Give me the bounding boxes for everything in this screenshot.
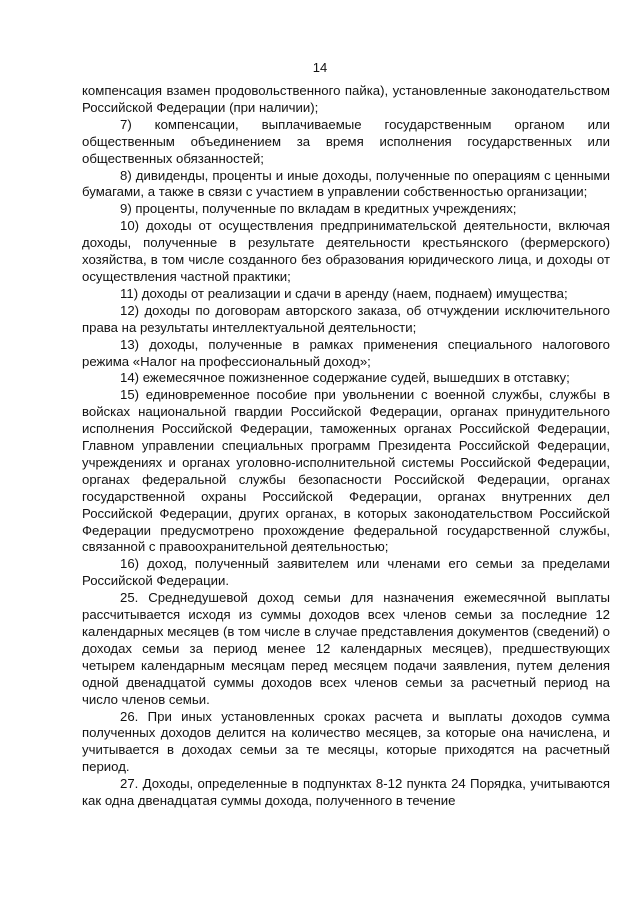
paragraph-item-9: 9) проценты, полученные по вкладам в кредитных учреждениях;	[120, 201, 517, 217]
paragraph-clause-25: 25. Среднедушевой доход семьи для назначения ежемесячной выплаты рассчитывается исходя из суммы доходов всех членов семьи за последние 12 календарных месяцев (в том числе в случае представления документов (сведений) о доходах семьи за период менее 12 календарных месяцев), предшествующих четырем календарным месяцам перед месяцем подачи заявления, путем деления одной двенадцатой суммы доходов всех членов семьи за расчетный период на число членов семьи.	[82, 590, 610, 707]
paragraph-item-14: 14) ежемесячное пожизненное содержание судей, вышедших в отставку;	[120, 370, 570, 386]
paragraph-clause-27: 27. Доходы, определенные в подпунктах 8-12 пункта 24 Порядка, учитываются как одна двенадцатая суммы дохода, полученного в течение	[82, 776, 610, 809]
document-body	[82, 83, 610, 810]
paragraph-item-10: 10) доходы от осуществления предпринимательской деятельности, включая доходы, полученные в результате деятельности крестьянского (фермерского) хозяйства, в том числе созданного без образования юридического лица, и доходы от осуществления частной практики;	[82, 218, 610, 284]
paragraph-item-15: 15) единовременное пособие при увольнении с военной службы, службы в войсках национальной гвардии Российской Федерации, органах принудительного исполнения Российской Федерации, таможенных органах Российской Федерации, Главном управлении специальных программ Президента Российской Федерации, учреждениях и органах уголовно-исполнительной системы Российской Федерации, органах федеральной службы безопасности Российской Федерации, органах государственной охраны Российской Федерации, органах внутренних дел Российской Федерации, других органах, в которых законодательством Российской Федерации предусмотрено прохождение федеральной государственной службы, связанной с правоохранительной деятельностью;	[82, 387, 610, 555]
paragraph-item-16: 16) доход, полученный заявителем или членами его семьи за пределами Российской Федерации.	[82, 556, 610, 589]
paragraph-item-11: 11) доходы от реализации и сдачи в аренду (наем, поднаем) имущества;	[120, 285, 568, 301]
paragraph-clause-26: 26. При иных установленных сроках расчета и выплаты доходов сумма полученных доходов делится на количество месяцев, за которые она начислена, и учитывается в доходах семьи за те месяцы, которые приходятся на расчетный период.	[82, 708, 610, 775]
paragraph-continuation: компенсация взамен продовольственного пайка), установленные законодательством Российской Федерации (при наличии);	[82, 83, 610, 115]
paragraph-item-8: 8) дивиденды, проценты и иные доходы, полученные по операциям с ценными бумагами, а также в связи с участием в управлении собственностью организации;	[82, 167, 610, 200]
paragraph-item-13: 13) доходы, полученные в рамках применения специального налогового режима «Налог на профессиональный доход»;	[82, 336, 610, 369]
paragraph-item-12: 12) доходы по договорам авторского заказа, об отчуждении исключительного права на результаты интеллектуальной деятельности;	[82, 302, 610, 335]
paragraph-item-7: 7) компенсации, выплачиваемые государственным органом или общественным объединением за время исполнения государственных или общественных обязанностей;	[82, 116, 610, 166]
page-number: 14	[312, 60, 328, 75]
